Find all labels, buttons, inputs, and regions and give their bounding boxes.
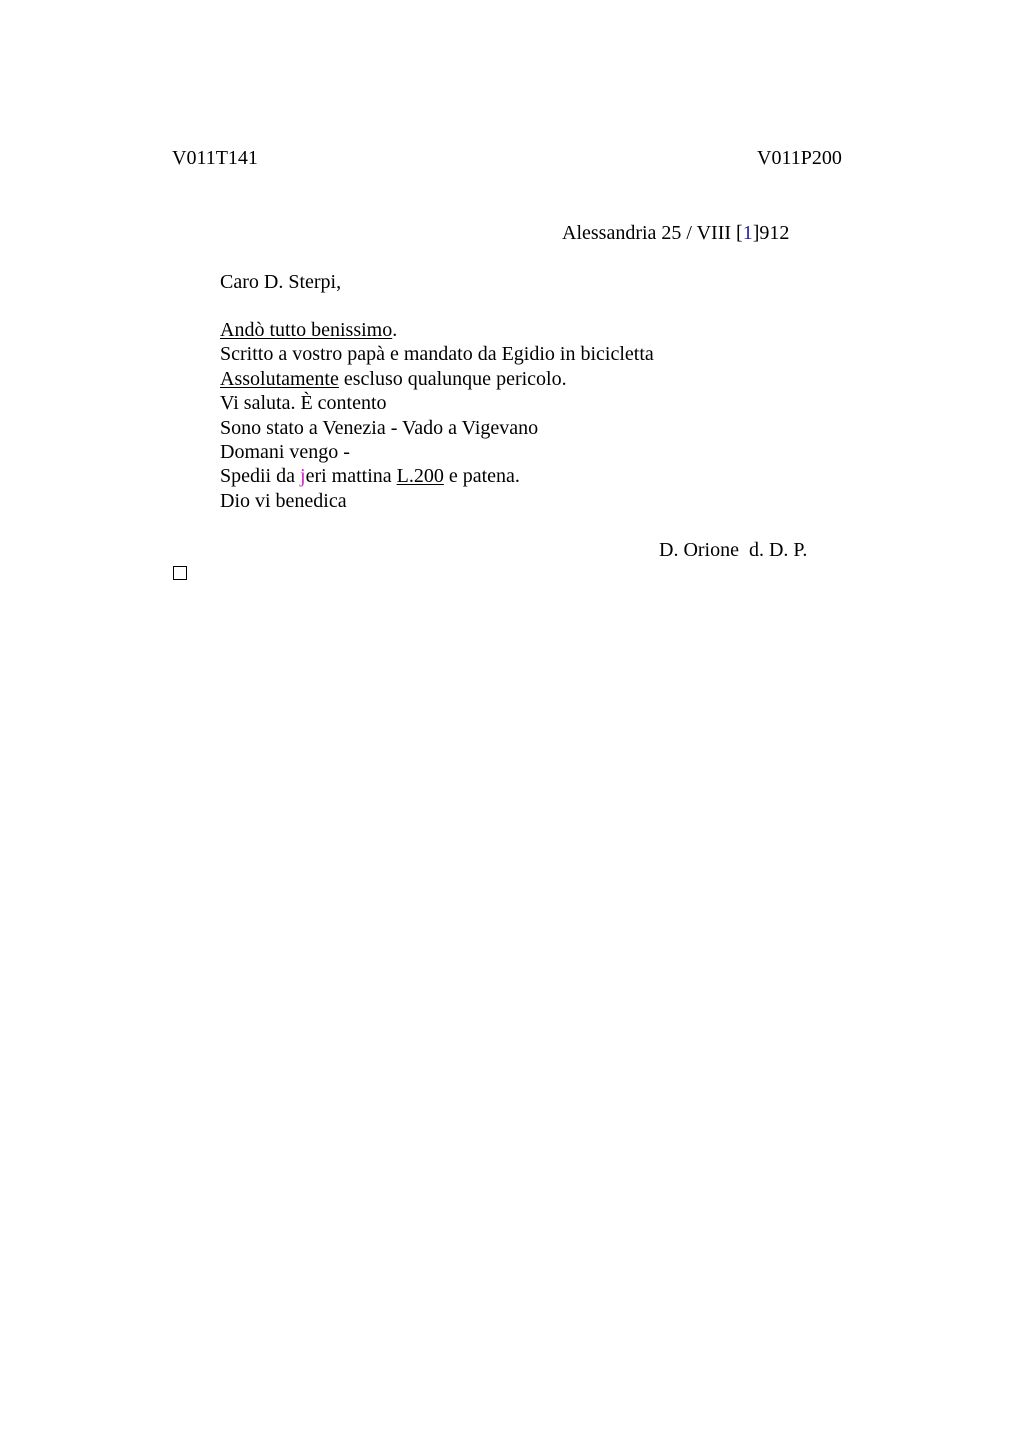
letter-date	[562, 221, 789, 245]
body-line-7-middle: eri mattina	[305, 465, 397, 488]
signature: D. Orione d. D. P.	[659, 539, 808, 561]
highlighted-letter: j	[300, 465, 306, 488]
document-code-left: V011T141	[172, 147, 258, 169]
body-line-7-after: e patena.	[443, 465, 520, 488]
date-inserted-digit: 1	[742, 222, 753, 244]
body-line-1	[220, 318, 654, 342]
body-line-1-rest: .	[392, 319, 398, 341]
letter-body	[220, 318, 654, 513]
empty-square-icon	[173, 566, 187, 580]
body-line-3	[220, 367, 654, 391]
body-line-8: Dio vi benedica	[220, 489, 347, 512]
body-line-7-before: Spedii da	[220, 465, 300, 488]
body-line-3-rest: escluso qualunque pericolo.	[338, 367, 567, 390]
date-prefix: Alessandria 25 / VIII [	[562, 222, 743, 244]
salutation: Caro D. Sterpi,	[220, 271, 342, 293]
body-line-5: Sono stato a Venezia - Vado a Vigevano	[220, 416, 539, 439]
document-code-right: V011P200	[757, 147, 842, 169]
body-line-6: Domani vengo -	[220, 440, 350, 463]
body-line-2: Scritto a vostro papà e mandato da Egidio in bicicletta	[220, 343, 654, 366]
underlined-amount: L.200	[396, 465, 444, 488]
body-line-4: Vi saluta. È contento	[220, 392, 387, 415]
date-suffix: ]912	[752, 222, 790, 244]
underlined-word: Assolutamente	[220, 367, 339, 390]
underlined-phrase: Andò tutto benissimo	[220, 319, 393, 341]
body-line-7	[220, 464, 654, 488]
